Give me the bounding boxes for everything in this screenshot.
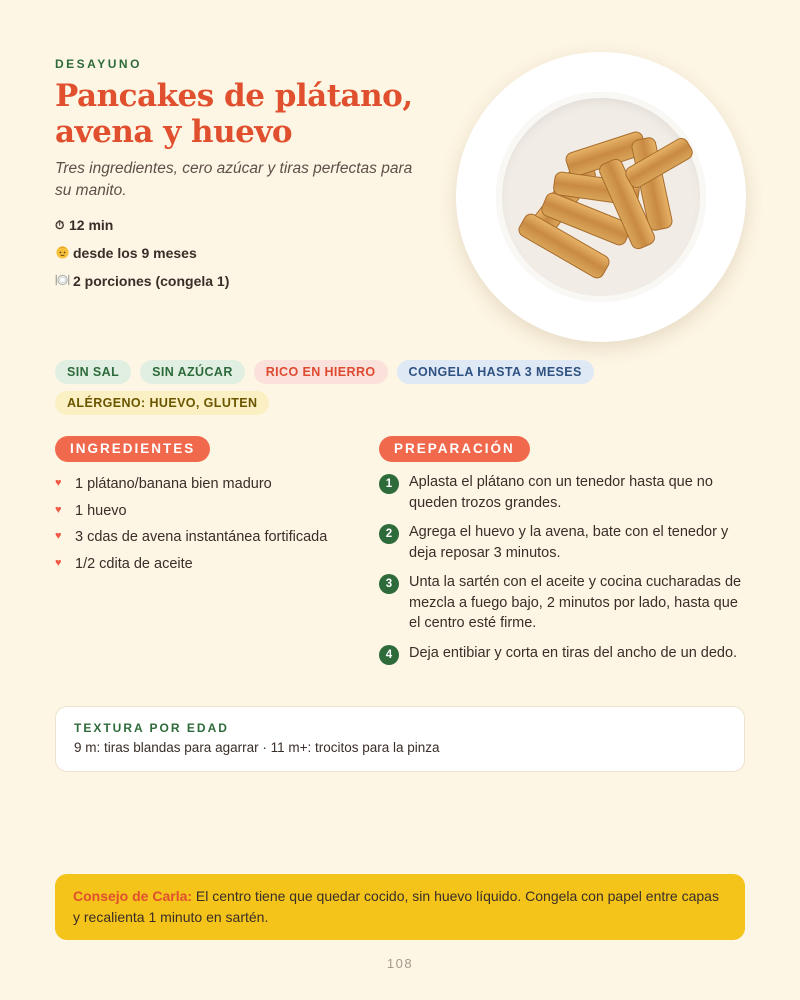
step-number-badge: 1	[379, 474, 399, 494]
step-text: Deja entibiar y corta en tiras del ancho de un dedo.	[409, 644, 738, 661]
meta-age	[55, 243, 229, 271]
ingredient-text: 1 huevo	[75, 502, 127, 519]
page-number: 108	[386, 956, 414, 971]
step-item	[379, 522, 749, 563]
meta-time	[55, 215, 229, 243]
plate-cutlery-icon	[55, 271, 73, 291]
tip-box	[55, 874, 745, 940]
tag-sin-azucar: SIN AZÚCAR	[140, 360, 245, 384]
texture-label: TEXTURA POR EDAD	[74, 721, 229, 735]
stopwatch-icon: ⏱	[55, 218, 65, 232]
step-text: Unta la sartén con el aceite y cocina cucharadas de mezcla a fuego bajo, 2 minutos por lado, hasta que el centro esté firme.	[409, 574, 742, 631]
pancake-strips-illustration	[456, 52, 746, 342]
ingredients-heading: INGREDIENTES	[55, 436, 210, 462]
heart-icon: ♥	[55, 556, 62, 569]
step-item	[379, 643, 749, 665]
tip-author: Consejo de Carla:	[73, 888, 193, 904]
ingredient-text: 1 plátano/banana bien maduro	[75, 476, 272, 492]
meta-portions-text: 2 porciones (congela 1)	[73, 273, 230, 289]
recipe-meta	[55, 215, 229, 299]
preparation-heading: PREPARACIÓN	[379, 436, 530, 462]
preparation-steps	[379, 472, 749, 674]
recipe-subtitle: Tres ingredientes, cero azúcar y tiras perfectas para su manito.	[55, 160, 413, 199]
ingredients-list	[55, 474, 365, 580]
ingredient-text: 1/2 cdita de aceite	[75, 555, 193, 572]
step-item	[379, 472, 749, 513]
meta-age-text: desde los 9 meses	[73, 245, 197, 261]
step-number-badge: 4	[379, 645, 399, 665]
category-label: DESAYUNO	[55, 57, 142, 71]
meta-time-text: 12 min	[69, 217, 114, 233]
texture-text: 9 m: tiras blandas para agarrar · 11 m+: trocitos para la pinza	[74, 740, 440, 755]
ingredient-text: 3 cdas de avena instantánea fortificada	[75, 529, 328, 545]
recipe-photo	[456, 52, 746, 342]
list-item	[55, 474, 365, 501]
heart-icon: ♥	[55, 503, 62, 516]
tag-congela: CONGELA HASTA 3 MESES	[397, 360, 594, 384]
heart-icon: ♥	[55, 530, 62, 542]
list-item	[55, 501, 365, 528]
list-item	[55, 527, 365, 554]
step-number-badge: 2	[379, 524, 399, 544]
tip-text: El centro tiene que quedar cocido, sin huevo líquido. Congela con papel entre capas y recalienta 1 minuto en sartén.	[73, 888, 719, 925]
tag-rico-en-hierro: RICO EN HIERRO	[254, 360, 388, 384]
step-number-badge: 3	[379, 574, 399, 594]
step-text: Agrega el huevo y la avena, bate con el tenedor y deja reposar 3 minutos.	[409, 524, 729, 561]
recipe-title: Pancakes de plátano, avena y huevo	[55, 78, 413, 150]
meta-portions	[55, 271, 229, 299]
step-item	[379, 572, 749, 634]
list-item	[55, 554, 365, 581]
heart-icon: ♥	[55, 477, 62, 489]
step-text: Aplasta el plátano con un tenedor hasta que no queden trozos grandes.	[409, 474, 713, 511]
texture-box	[55, 706, 745, 772]
tag-alergeno: ALÉRGENO: HUEVO, GLUTEN	[55, 391, 269, 415]
tag-list	[55, 360, 615, 422]
baby-face-icon	[55, 243, 73, 263]
tag-sin-sal: SIN SAL	[55, 360, 131, 384]
